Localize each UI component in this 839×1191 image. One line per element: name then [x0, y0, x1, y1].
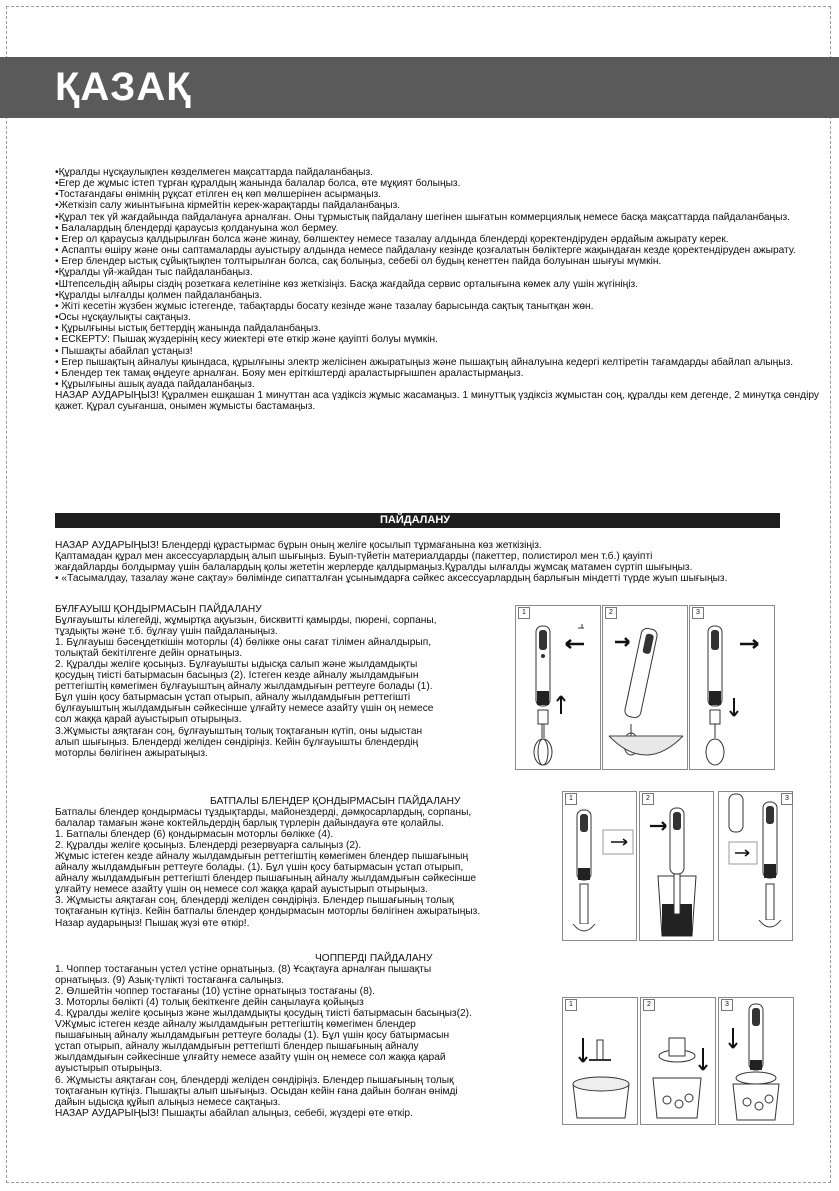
- usage-title: ПАЙДАЛАНУ: [380, 514, 451, 526]
- safety-item: • Блендер тек тамақ өңдеуге арналған. Бояу мен еріткіштерді араластырғышпен араластырмаңыз.: [55, 367, 524, 379]
- figure-number: 3: [781, 793, 793, 805]
- whisk-line: тұздықты және т.б. бұлғау үшін пайдаланыңыз.: [55, 626, 278, 638]
- safety-item: •Құралды үй-жайдан тыс пайдаланбаңыз.: [55, 267, 253, 279]
- whisk-figure-3: [689, 605, 775, 770]
- chopper-line: дайын ыдысқа құйып алыңыз немесе сақтаңыз.: [55, 1096, 281, 1108]
- stick-figure-2: [639, 791, 714, 941]
- stick-blender-section: [55, 796, 555, 929]
- safety-item: • Егер блендер ыстық сұйықтықпен толтырылған болса, сақ болыңыз, себебі ол будың кенеттен пайда болуынан шығуы мүмкін.: [55, 256, 662, 268]
- stick-line: 3. Жұмысты аяқтаған соң, блендерді желіден сөндіріңіз. Блендер пышағының толық: [55, 895, 454, 907]
- intro-line: НАЗАР АУДАРЫҢЫЗ! Блендерді құрастырмас бұрын оның желіге қосылып тұрмағанына көз жеткізіңіз.: [55, 540, 542, 551]
- safety-item: • Құрылғыны ыстық беттердің жанында пайдаланбаңыз.: [55, 323, 321, 335]
- chopper-figure-2: [640, 997, 716, 1125]
- figure-number: 2: [605, 607, 617, 619]
- language-banner: [0, 57, 839, 118]
- usage-section-bar: [55, 513, 780, 528]
- whisk-line: 2. Құралды желіге қосыңыз. Бұлғауышты ыдысқа салып және жылдамдықты: [55, 659, 418, 671]
- chopper-line: пышағының айналу жылдамдығын реттеуге болады (1). Бұл үшін қосу батырмасын: [55, 1030, 450, 1042]
- stick-line: Назар аударыңыз! Пышақ жүзі өте өткір!.: [55, 917, 250, 929]
- blender-whisk-detach-illustration: [690, 606, 776, 771]
- figure-number: 3: [721, 999, 733, 1011]
- chopper-line: ұстап отырып, айналу жылдамдығын реттегішті блендер пышағының айналу: [55, 1041, 419, 1053]
- stick-line: Жұмыс істеген кезде айналу жылдамдығын реттегіштің көмегімен блендер пышағының: [55, 851, 469, 863]
- whisk-line: бұлғауыштың жылдамдығын сәйкесінше ұлғайту немесе азайту үшін оң немесе: [55, 703, 434, 715]
- language-title: ҚАЗАҚ: [55, 65, 192, 109]
- safety-item: • Балалардың блендерді қараусыз қолдануына жол бермеу.: [55, 222, 339, 234]
- chopper-line: НАЗАР АУДАРЫҢЫЗ! Пышақты абайлап алыңыз, себебі, жүздері өте өткір.: [55, 1107, 413, 1119]
- stick-line: ұлғайту немесе азайту үшін оң немесе сол жаққа қарай ауыстырып отырыңыз.: [55, 884, 428, 896]
- whisk-line: сол жаққа қарай ауыстырып отырыңыз.: [55, 714, 242, 726]
- safety-item: • Құрылғыны ашық ауада пайдаланбаңыз.: [55, 378, 255, 390]
- chopper-line: 1. Чоппер тостағанын үстел үстіне орнатыңыз. (8) Ұсақтауға арналған пышақты: [55, 964, 432, 976]
- stick-heading: БАТПАЛЫ БЛЕНДЕР ҚОНДЫРМАСЫН ПАЙДАЛАНУ: [210, 796, 461, 807]
- stick-figure-3: [718, 791, 793, 941]
- figure-number: 2: [642, 793, 654, 805]
- figure-number: 2: [643, 999, 655, 1011]
- whisk-section: [55, 604, 505, 759]
- stick-blender-beaker-illustration: [640, 792, 715, 942]
- stick-line: тоқтағанын күтіңіз. Кейін батпалы блендер қондырмасын моторлы бөлігінен ажыратыңыз.: [55, 906, 481, 918]
- safety-item: •Штепсельдің айыры сіздің розеткаға келетініне көз жеткізіңіз. Басқа жағдайда сервис орталығына көмек алу үшін жүгініңіз.: [55, 278, 638, 290]
- chopper-line: жылдамдығын сәйкесінше ұлғайту немесе азайту үшін оң немесе сол жаққа қарай: [55, 1052, 446, 1064]
- whisk-figure-1: [515, 605, 601, 770]
- chopper-line: 3. Моторлы бөлікті (4) толық бекіткенге дейін саңылауға қойыңыз: [55, 997, 364, 1009]
- safety-item: •Құралды ылғалды қолмен пайдаланбаңыз.: [55, 289, 263, 301]
- safety-item: •Тостағандағы өнімнің рұқсат етілген ең көп мөлшерінен асырмаңыз.: [55, 189, 382, 201]
- figure-number: 1: [565, 999, 577, 1011]
- whisk-line: 3.Жұмысты аяқтаған соң, бұлғауыштың толық тоқтағанын күтіп, оны ыдыстан: [55, 725, 423, 737]
- stick-figure-1: [562, 791, 637, 941]
- chopper-section: [55, 953, 555, 1119]
- safety-item: •Егер де жұмыс істеп тұрған құралдың жанында балалар болса, өте мұқият болыңыз.: [55, 178, 461, 190]
- chopper-motor-illustration: [719, 998, 795, 1126]
- chopper-line: 6. Жұмысты аяқтаған соң, блендерді желіден сөндіріңіз. Блендер пышағының толық: [55, 1074, 454, 1086]
- blender-whisk-illustration: [516, 606, 602, 771]
- chopper-line: орнатыңыз. (9) Азық-түлікті тостағанға салыңыз.: [55, 975, 285, 987]
- whisk-line: толықтай бекітілгенге дейін орнатыңыз.: [55, 648, 243, 660]
- safety-item: • Пышақты абайлап ұстаңыз!: [55, 345, 193, 357]
- safety-item: • Аспапты өшіру және оны саптамаларды ауыстыру алдында немесе пайдалану кезінде қозғалатын бөліктерге жақындаған кезде қоректендіруден ажырату.: [55, 245, 796, 257]
- chopper-figure-1: [562, 997, 638, 1125]
- stick-line: айналу жылдамдығын реттегішті блендер пышағының айналу жылдамдығын сәйкесінше: [55, 873, 477, 885]
- whisk-line: Бұл үшін қосу батырмасын ұстап отырып, айналу жылдамдығын реттегішті: [55, 692, 411, 704]
- chopper-line: 2. Өлшейтін чоппер тостағаны (10) үстіне орнатыңыз тостағаны (8).: [55, 986, 375, 998]
- safety-item: •Құрал тек үй жағдайында пайдалануға арналған. Оны тұрмыстық пайдалану шегінен шығатын коммерциялық немесе басқа мақсаттарда пайдаланбаңыз.: [55, 211, 790, 223]
- safety-item: •Құралды нұсқаулықпен көзделмеген мақсаттарда пайдаланбаңыз.: [55, 167, 373, 178]
- intro-line: жағдайларды болдырмау үшін балалардың қолы жететін жерлерде қалдырмаңыз.Құралды ылғалды жұмсақ матамен сүртіп шығыңыз.: [55, 562, 693, 574]
- whisk-figure-2: [602, 605, 688, 770]
- stick-blender-detach-illustration: [719, 792, 794, 942]
- figure-number: 3: [692, 607, 704, 619]
- safety-item: • Егер пышақтың айналуы қиындаса, құрылғыны электр желісінен ажыратыңыз және пышақтың айналуына кедергі келтіретін тағамдарды абайлап алыңыз.: [55, 356, 794, 368]
- chopper-line: 4. Құралды желіге қосыңыз және жылдамдықты қосудың тиісті батырмасын басыңыз(2).: [55, 1008, 472, 1020]
- stick-blender-attach-illustration: [563, 792, 638, 942]
- chopper-line: VЖұмыс істеген кезде айналу жылдамдығын реттегіштің көмегімен блендер: [55, 1019, 416, 1031]
- whisk-line: реттегіштің көмегімен бұлғауыштың айналу жылдамдығын реттеуге болады (1).: [55, 681, 433, 693]
- safety-item: НАЗАР АУДАРЫҢЫЗ! Құралмен ешқашан 1 минуттан аса үздіксіз жұмыс жасамаңыз. 1 минуттық үздіксіз жұмыстан соң, құралды кем дегенде, 2 минутқа сөндіру қажет. Құрал суығанша, онымен жұмысты бастамаңыз.: [55, 390, 820, 413]
- chopper-line: ауыстырып отырыңыз.: [55, 1063, 163, 1075]
- usage-intro: [55, 540, 839, 585]
- whisk-line: Бұлғауышты кілегейді, жұмыртқа ақуызын, бисквитті қамырды, пюрені, сорпаны,: [55, 615, 437, 627]
- safety-list: [55, 167, 835, 412]
- safety-item: • Егер ол қараусыз қалдырылған болса және жинау, бөлшектеу немесе тазалау алдында блендерді қоректендіруден әрдайым ажырату керек.: [55, 233, 729, 245]
- chopper-blade-insert-illustration: [563, 998, 639, 1126]
- figure-number: 1: [518, 607, 530, 619]
- stick-line: Батпалы блендер қондырмасы тұздықтарды, майонездерді, дәмқосарлардың, сорпаны,: [55, 807, 472, 819]
- stick-line: 1. Батпалы блендер (6) қондырмасын моторлы бөлікке (4).: [55, 829, 334, 841]
- chopper-heading: ЧОППЕРДІ ПАЙДАЛАНУ: [315, 953, 433, 964]
- safety-item: •Осы нұсқаулықты сақтаңыз.: [55, 312, 191, 324]
- stick-line: айналу жылдамдығын реттеуге болады. (1). Бұл үшін қосу батырмасын ұстап отырып,: [55, 862, 464, 874]
- safety-item: • ЕСКЕРТУ: Пышақ жүздерінің кесу жиектері өте өткір және қауіпті болуы мүмкін.: [55, 334, 438, 346]
- safety-item: • Жіті кесетін жүзбен жұмыс істегенде, табақтарды босату кезінде және тазалау барысында сақтық танытқан жөн.: [55, 300, 594, 312]
- whisk-line: 1. Бұлғауыш бәсеңдеткішін моторлы (4) бөлікке оны сағат тілімен айналдырып,: [55, 637, 432, 649]
- intro-line: Қаптамадан құрал мен аксессуарлардың алып шығыңыз. Буып-түйетін материалдарды (пакеттер, полистирол мен т.б.) қауіпті: [55, 551, 653, 563]
- stick-line: балалар тамағын және коктейльдердің барлық түрлерін дайындауға өте қолайлы.: [55, 818, 444, 830]
- chopper-line: тоқтағанын күтіңіз. Пышақты алып шығыңыз. Осыдан кейін ғана дайын болған өнімді: [55, 1085, 458, 1097]
- whisk-line: моторлы бөлігінен ажыратыңыз.: [55, 747, 208, 759]
- blender-whisking-bowl-illustration: [603, 606, 689, 771]
- figure-number: 1: [565, 793, 577, 805]
- whisk-line: қосудың тиісті батырмасын басыңыз (2). Істеген кезде айналу жылдамдығын: [55, 670, 419, 682]
- chopper-lid-illustration: [641, 998, 717, 1126]
- safety-item: •Жеткізіп салу жиынтығына кірмейтін керек-жарақтарды пайдаланбаңыз.: [55, 200, 401, 212]
- intro-line: • «Тасымалдау, тазалау және сақтау» бөлімінде сипатталған ұсынымдарға сәйкес аксессуарлардың барлығын міндетті түрде жуып шығыңыз.: [55, 573, 728, 585]
- whisk-line: алып шығыңыз. Блендерді желіден сөндіріңіз. Кейін бұлғауышты блендердің: [55, 736, 419, 748]
- whisk-heading: БҰЛҒАУЫШ ҚОНДЫРМАСЫН ПАЙДАЛАНУ: [55, 604, 262, 615]
- stick-line: 2. Құралды желіге қосыңыз. Блендерді резервуарға салыңыз (2).: [55, 840, 362, 852]
- chopper-figure-3: [718, 997, 794, 1125]
